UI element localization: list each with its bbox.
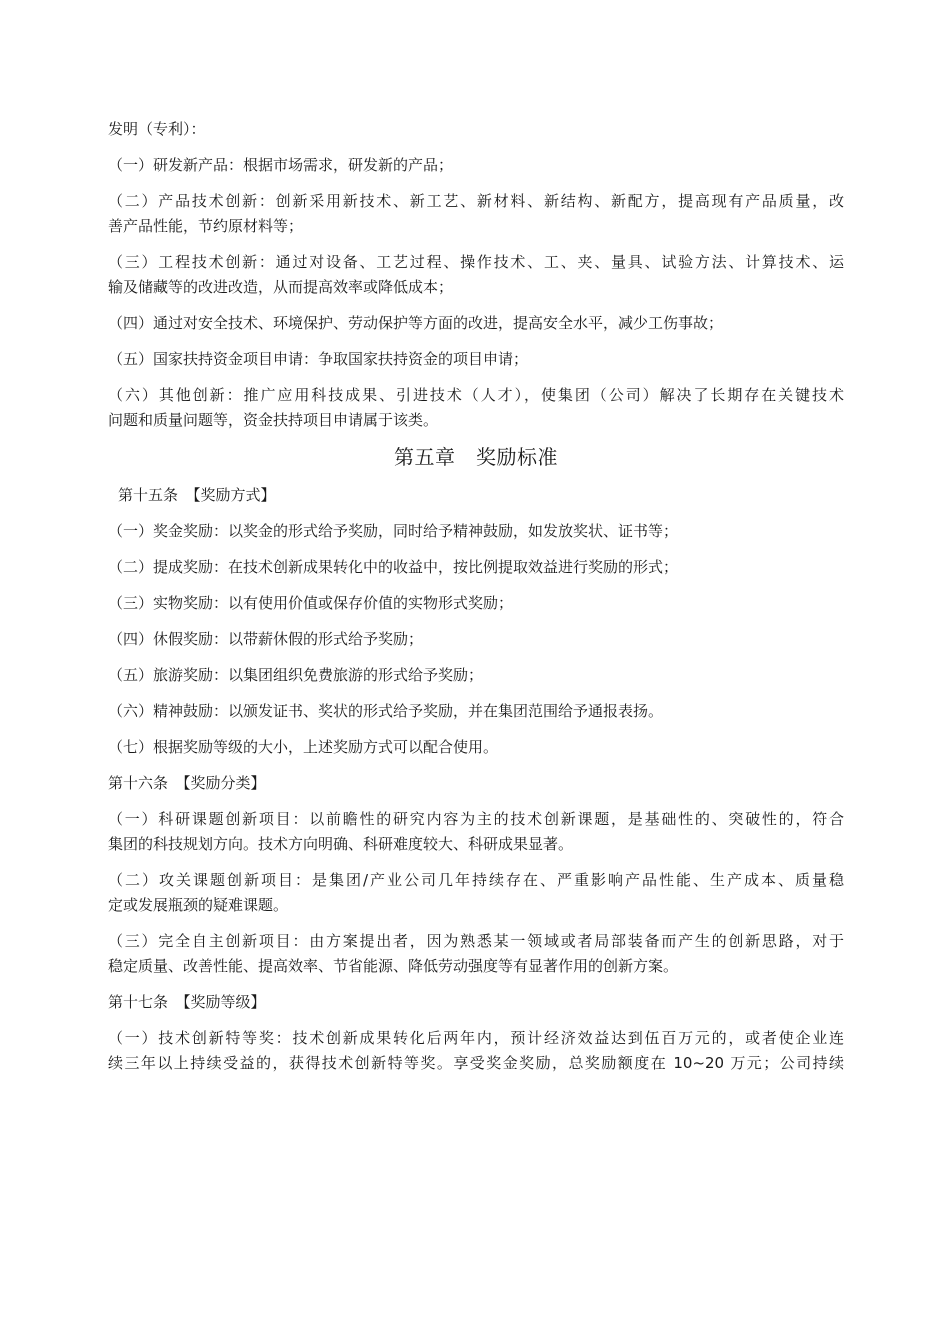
list1-item-6-line-2: 问题和质量问题等，资金扶持项目申请属于该类。 bbox=[108, 411, 439, 429]
article-15-heading: 第十五条 【奖励方式】 bbox=[118, 486, 276, 504]
list1-item-2-line-1: （二）产品技术创新：创新采用新技术、新工艺、新材料、新结构、新配方，提高现有产品质量，改 bbox=[108, 192, 844, 210]
list1-item-3 bbox=[108, 250, 844, 300]
list1-item-3-line-1: （三）工程技术创新：通过对设备、工艺过程、操作技术、工、夹、量具、试验方法、计算技术、运 bbox=[108, 253, 844, 271]
chapter-title: 第五章 奖励标准 bbox=[394, 445, 558, 469]
list3-item-3-line-2: 稳定质量、改善性能、提高效率、节省能源、降低劳动强度等有显著作用的创新方案。 bbox=[108, 957, 679, 975]
list2-item-6 bbox=[108, 699, 844, 724]
list3-item-1 bbox=[108, 807, 844, 857]
list3-item-2-line-2: 定或发展瓶颈的疑难课题。 bbox=[108, 896, 289, 914]
document-body bbox=[108, 117, 844, 1076]
list3-item-2 bbox=[108, 868, 844, 918]
list1-item-5-line-1: （五）国家扶持资金项目申请：争取国家扶持资金的项目申请； bbox=[108, 350, 529, 368]
list3-item-1-line-1: （一）科研课题创新项目：以前瞻性的研究内容为主的技术创新课题，是基础性的、突破性的，符合 bbox=[108, 810, 844, 828]
list3-item-3-line-1: （三）完全自主创新项目：由方案提出者，因为熟悉某一领域或者局部装备而产生的创新思路，对于 bbox=[108, 932, 844, 950]
list2-item-7-text: （七）根据奖励等级的大小，上述奖励方式可以配合使用。 bbox=[108, 738, 499, 756]
list4-item-1 bbox=[108, 1026, 844, 1076]
list1-item-2-line-2: 善产品性能，节约原材料等； bbox=[108, 217, 304, 235]
article-16-heading: 第十六条 【奖励分类】 bbox=[108, 774, 266, 792]
list2-item-6-text: （六）精神鼓励：以颁发证书、奖状的形式给予奖励，并在集团范围给予通报表扬。 bbox=[108, 702, 664, 720]
list3-item-3 bbox=[108, 929, 844, 979]
list2-item-3 bbox=[108, 591, 844, 616]
list1-item-6 bbox=[108, 383, 844, 433]
list1-item-3-line-2: 输及储藏等的改进改造，从而提高效率或降低成本； bbox=[108, 278, 454, 296]
list2-item-4-text: （四）休假奖励：以带薪休假的形式给予奖励； bbox=[108, 630, 424, 648]
intro-text: 发明（专利）： bbox=[108, 120, 206, 138]
list2-item-1-text: （一）奖金奖励：以奖金的形式给予奖励，同时给予精神鼓励，如发放奖状、证书等； bbox=[108, 522, 679, 540]
list1-item-4 bbox=[108, 311, 844, 336]
list4-item-1-line-1: （一）技术创新特等奖：技术创新成果转化后两年内，预计经济效益达到伍百万元的，或者使企业连 bbox=[108, 1029, 844, 1047]
list1-item-2 bbox=[108, 189, 844, 239]
list1-item-1-line-1: （一）研发新产品：根据市场需求，研发新的产品； bbox=[108, 156, 454, 174]
article-17-heading: 第十七条 【奖励等级】 bbox=[108, 993, 266, 1011]
list1-item-4-line-1: （四）通过对安全技术、环境保护、劳动保护等方面的改进，提高安全水平，减少工伤事故； bbox=[108, 314, 724, 332]
list4-item-1-line-2: 续三年以上持续受益的，获得技术创新特等奖。享受奖金奖励，总奖励额度在 10~20 万元；公司持续 bbox=[108, 1054, 844, 1072]
list2-item-2 bbox=[108, 555, 844, 580]
list2-item-2-text: （二）提成奖励：在技术创新成果转化中的收益中，按比例提取效益进行奖励的形式； bbox=[108, 558, 679, 576]
list2-item-5 bbox=[108, 663, 844, 688]
list3-item-1-line-2: 集团的科技规划方向。技术方向明确、科研难度较大、科研成果显著。 bbox=[108, 835, 574, 853]
list2-item-1 bbox=[108, 519, 844, 544]
list3-item-2-line-1: （二）攻关课题创新项目：是集团/产业公司几年持续存在、严重影响产品性能、生产成本、质量稳 bbox=[108, 871, 844, 889]
list1-item-5 bbox=[108, 347, 844, 372]
list2-item-7 bbox=[108, 735, 844, 760]
list2-item-3-text: （三）实物奖励：以有使用价值或保存价值的实物形式奖励； bbox=[108, 594, 514, 612]
list2-item-5-text: （五）旅游奖励：以集团组织免费旅游的形式给予奖励； bbox=[108, 666, 484, 684]
intro-line bbox=[108, 117, 844, 142]
list1-item-1 bbox=[108, 153, 844, 178]
list1-item-6-line-1: （六）其他创新：推广应用科技成果、引进技术（人才），使集团（公司）解决了长期存在关键技术 bbox=[108, 386, 844, 404]
list2-item-4 bbox=[108, 627, 844, 652]
